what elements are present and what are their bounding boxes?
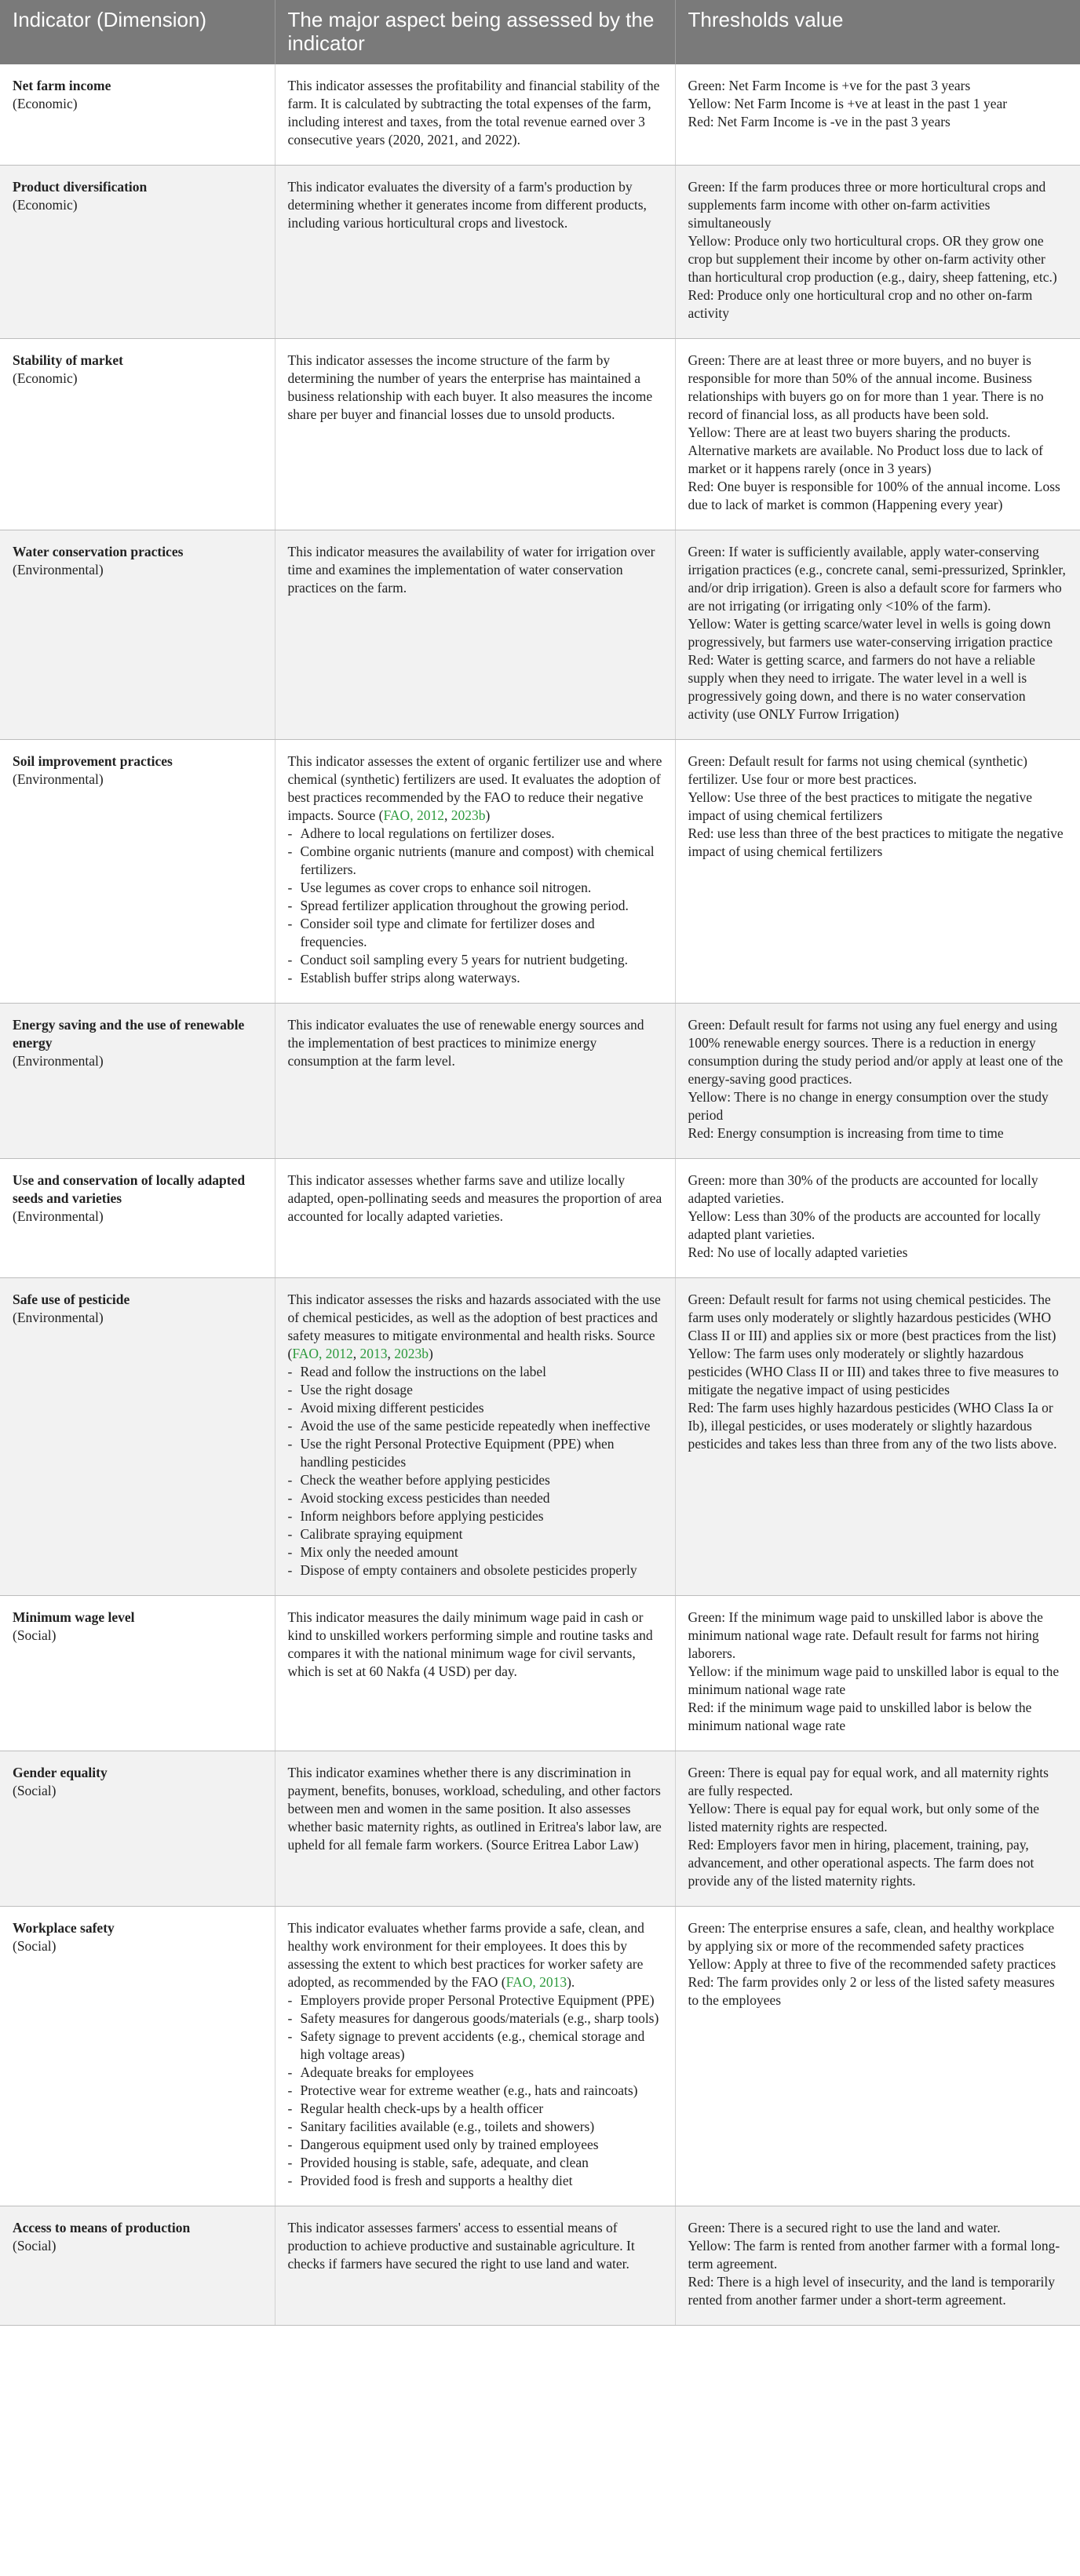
table-row (0, 1907, 1080, 2206)
indicator-cell (0, 1159, 275, 1278)
thresholds-cell (675, 339, 1080, 530)
description-text: This indicator assesses the extent of organic fertilizer use and where chemical (synthetic) fertilizers are used. It evaluates the adoption of best practices recommended by the FAO to reduce their negative impacts. Source ( (287, 753, 662, 823)
indicator-cell (0, 166, 275, 339)
threshold-line: Yellow: Apply at three to five of the recommended safety practices (688, 1956, 1056, 1972)
list-item: - Inform neighbors before applying pesticides (288, 1507, 662, 1525)
table-row (0, 2206, 1080, 2326)
indicator-name: Water conservation practices (13, 544, 184, 559)
indicator-name: Energy saving and the use of renewable energy (13, 1017, 245, 1051)
aspect-cell (275, 1278, 675, 1596)
indicator-dimension: (Environmental) (13, 1053, 104, 1069)
list-item: - Dispose of empty containers and obsolete pesticides properly (288, 1561, 662, 1579)
threshold-line: Green: Default result for farms not using any fuel energy and using 100% renewable energy sources. There is a reduction in energy consumption during the study period and/or apply at least one of the energy-saving good practices. (688, 1017, 1064, 1087)
aspect-cell (275, 166, 675, 339)
threshold-line: Green: Default result for farms not using chemical (synthetic) fertilizer. Use four or more best practices. (688, 753, 1027, 787)
aspect-cell (275, 1004, 675, 1159)
indicator-dimension: (Social) (13, 1627, 57, 1643)
header-indicator: Indicator (Dimension) (0, 0, 275, 64)
threshold-line: Yellow: There are at least two buyers sharing the products. Alternative markets are available. No Product loss due to lack of market or it happens rarely (once in 3 years) (688, 424, 1043, 476)
thresholds-cell (675, 1596, 1080, 1751)
list-item: - Employers provide proper Personal Protective Equipment (PPE) (288, 1991, 662, 2009)
aspect-cell (275, 2206, 675, 2326)
threshold-line: Red: Water is getting scarce, and farmers do not have a reliable supply when they need to irrigate. The water level in a well is progressively going down, and there is no water conservation activity (use ONLY Furrow Irrigation) (688, 652, 1035, 722)
list-item: - Spread fertilizer application throughout the growing period. (288, 897, 662, 915)
threshold-line: Yellow: The farm is rented from another farmer with a formal long-term agreement. (688, 2238, 1060, 2272)
best-practice-list (288, 825, 662, 987)
threshold-line: Red: No use of locally adapted varieties (688, 1244, 908, 1260)
table-row (0, 1596, 1080, 1751)
indicator-dimension: (Environmental) (13, 1208, 104, 1224)
indicator-dimension: (Economic) (13, 197, 78, 213)
table-row (0, 1751, 1080, 1907)
list-item: - Use the right dosage (288, 1381, 662, 1399)
table-row (0, 339, 1080, 530)
threshold-line: Yellow: There is equal pay for equal work, but only some of the listed maternity rights are respected. (688, 1801, 1039, 1835)
citation-link[interactable]: FAO, 2013 (505, 1974, 567, 1990)
threshold-line: Red: There is a high level of insecurity, and the land is temporarily rented from another farmer under a short-term agreement. (688, 2274, 1056, 2308)
list-item: - Use legumes as cover crops to enhance soil nitrogen. (288, 879, 662, 897)
list-item: - Adhere to local regulations on fertilizer doses. (288, 825, 662, 843)
aspect-description (288, 1016, 662, 1070)
indicator-name: Gender equality (13, 1765, 108, 1780)
threshold-line: Red: Energy consumption is increasing from time to time (688, 1125, 1004, 1141)
thresholds-cell (675, 64, 1080, 166)
aspect-cell (275, 1596, 675, 1751)
threshold-line: Green: Net Farm Income is +ve for the past 3 years (688, 78, 971, 93)
thresholds-cell (675, 2206, 1080, 2326)
threshold-line: Green: If the minimum wage paid to unskilled labor is above the minimum national wage rate. Default result for farms not hiring laborers. (688, 1609, 1043, 1661)
aspect-description (288, 543, 662, 597)
description-text: This indicator evaluates whether farms provide a safe, clean, and healthy work environment for their employees. It does this by assessing the extent to which best practices for worker safety are adopted, as recommended by the FAO ( (287, 1920, 644, 1990)
indicator-name: Soil improvement practices (13, 753, 173, 769)
description-text: This indicator assesses farmers' access to essential means of production to achieve productive and sustainable agriculture. It checks if farmers have secured the right to use land and water. (287, 2220, 635, 2272)
aspect-description (288, 1609, 662, 1681)
threshold-line: Red: The farm provides only 2 or less of the listed safety measures to the employees (688, 1974, 1055, 2008)
indicator-cell (0, 1751, 275, 1907)
description-text: This indicator assesses the income structure of the farm by determining the number of years the enterprise has maintained a business relationship with each buyer. It also measures the income share per buyer and financial losses due to unsold products. (287, 352, 653, 422)
thresholds-cell (675, 1907, 1080, 2206)
list-item: - Establish buffer strips along waterways. (288, 969, 662, 987)
indicator-name: Net farm income (13, 78, 111, 93)
threshold-line: Green: more than 30% of the products are accounted for locally adapted varieties. (688, 1172, 1038, 1206)
description-end: ) (485, 807, 491, 823)
indicator-cell (0, 1004, 275, 1159)
table-row (0, 1004, 1080, 1159)
list-item: - Dangerous equipment used only by trained employees (288, 2136, 662, 2154)
table-row (0, 530, 1080, 740)
threshold-line: Yellow: Less than 30% of the products are accounted for locally adapted plant varieties. (688, 1208, 1041, 1242)
table-row (0, 64, 1080, 166)
table-row (0, 1159, 1080, 1278)
threshold-line: Yellow: Produce only two horticultural crops. OR they grow one crop but supplement their income by other on-farm activity other than horticultural crop production (e.g., dairy, sheep fattening, etc.) (688, 233, 1057, 285)
list-item: - Conduct soil sampling every 5 years for nutrient budgeting. (288, 951, 662, 969)
indicator-cell (0, 1278, 275, 1596)
indicator-cell (0, 64, 275, 166)
description-text: This indicator evaluates the diversity of a farm's production by determining whether it generates income from different products, including various horticultural crops and livestock. (287, 179, 647, 231)
threshold-line: Green: There is equal pay for equal work, and all maternity rights are fully respected. (688, 1765, 1049, 1798)
list-item: - Protective wear for extreme weather (e.g., hats and raincoats) (288, 2082, 662, 2100)
threshold-line: Red: if the minimum wage paid to unskilled labor is below the minimum national wage rate (688, 1700, 1032, 1733)
indicator-name: Safe use of pesticide (13, 1292, 130, 1307)
threshold-line: Yellow: The farm uses only moderately or slightly hazardous pesticides (WHO Class II or III) and takes three to five measures to mitigate the negative impact of using pesticides (688, 1346, 1059, 1397)
aspect-cell (275, 1751, 675, 1907)
aspect-description (288, 77, 662, 149)
indicator-name: Minimum wage level (13, 1609, 135, 1625)
best-practice-list (288, 1363, 662, 1579)
threshold-line: Red: Net Farm Income is -ve in the past 3 years (688, 114, 950, 129)
thresholds-cell (675, 166, 1080, 339)
description-text: This indicator measures the daily minimum wage paid in cash or kind to unskilled workers performing simple and routine tasks and compares it with the national minimum wage for civil servants, which is set at 60 Nakfa (4 USD) per day. (287, 1609, 653, 1679)
threshold-line: Green: There are at least three or more buyers, and no buyer is responsible for more than 50% of the annual income. Business relationships with buyers go on for more than 1 year. There is no record of financial loss, as all products have been sold. (688, 352, 1044, 422)
aspect-cell (275, 740, 675, 1004)
aspect-cell (275, 339, 675, 530)
description-text: This indicator measures the availability of water for irrigation over time and examines the implementation of water conservation practices on the farm. (287, 544, 655, 596)
threshold-line: Yellow: Net Farm Income is +ve at least in the past 1 year (688, 96, 1008, 111)
citation-link[interactable]: 2023b (451, 807, 486, 823)
thresholds-cell (675, 1004, 1080, 1159)
list-item: - Use the right Personal Protective Equipment (PPE) when handling pesticides (288, 1435, 662, 1471)
threshold-line: Green: If the farm produces three or more horticultural crops and supplements farm income with other on-farm activities simultaneously (688, 179, 1046, 231)
list-item: - Regular health check-ups by a health officer (288, 2100, 662, 2118)
indicator-name: Access to means of production (13, 2220, 191, 2235)
indicator-name: Stability of market (13, 352, 123, 368)
thresholds-cell (675, 740, 1080, 1004)
list-item: - Safety measures for dangerous goods/materials (e.g., sharp tools) (288, 2009, 662, 2028)
threshold-line: Red: Produce only one horticultural crop and no other on-farm activity (688, 287, 1033, 321)
indicator-dimension: (Social) (13, 1938, 57, 1954)
header-row (0, 0, 1080, 64)
indicator-name: Use and conservation of locally adapted seeds and varieties (13, 1172, 246, 1206)
aspect-description (288, 178, 662, 232)
threshold-line: Yellow: Water is getting scarce/water level in wells is going down progressively, but farmers use water-conserving irrigation practice (688, 616, 1053, 650)
list-item: - Consider soil type and climate for fertilizer doses and frequencies. (288, 915, 662, 951)
indicator-dimension: (Economic) (13, 96, 78, 111)
list-item: - Provided food is fresh and supports a healthy diet (288, 2172, 662, 2190)
indicator-cell (0, 339, 275, 530)
threshold-line: Red: One buyer is responsible for 100% of the annual income. Loss due to lack of market is common (Happening every year) (688, 479, 1060, 512)
indicator-dimension: (Environmental) (13, 562, 104, 578)
indicator-dimension: (Social) (13, 1783, 57, 1798)
list-item: - Avoid the use of the same pesticide repeatedly when ineffective (288, 1417, 662, 1435)
aspect-description (288, 352, 662, 424)
indicator-cell (0, 1596, 275, 1751)
threshold-line: Green: If water is sufficiently available, apply water-conserving irrigation practices (e.g., concrete canal, semi-pressurized, Sprinkler, and/or drip irrigation). Green is also a default score for farmers who are not irrigating (or irrigating only <10% of the farm). (688, 544, 1066, 614)
threshold-line: Red: Employers favor men in hiring, placement, training, pay, advancement, and other operational aspects. The farm does not provide any of the listed maternity rights. (688, 1837, 1034, 1889)
list-item: - Avoid stocking excess pesticides than needed (288, 1489, 662, 1507)
description-text: This indicator assesses the risks and hazards associated with the use of chemical pesticides, as well as the adoption of best practices and safety measures to mitigate environmental and health risks. Source ( (287, 1292, 661, 1361)
table-row (0, 1278, 1080, 1596)
list-item: - Read and follow the instructions on the label (288, 1363, 662, 1381)
table-body (0, 64, 1080, 2326)
thresholds-cell (675, 1278, 1080, 1596)
description-text: This indicator assesses the profitability and financial stability of the farm. It is calculated by subtracting the total expenses of the farm, including interest and taxes, from the total revenue earned over 3 consecutive years (2020, 2021, and 2022). (287, 78, 660, 148)
aspect-cell (275, 1907, 675, 2206)
thresholds-cell (675, 1751, 1080, 1907)
threshold-line: Green: There is a secured right to use the land and water. (688, 2220, 1001, 2235)
list-item: - Avoid mixing different pesticides (288, 1399, 662, 1417)
thresholds-cell (675, 530, 1080, 740)
indicator-name: Product diversification (13, 179, 148, 195)
aspect-description (288, 1764, 662, 1854)
description-end: ) (429, 1346, 433, 1361)
indicator-cell (0, 2206, 275, 2326)
aspect-description (288, 1919, 662, 1991)
description-end: ). (567, 1974, 575, 1990)
table-header (0, 0, 1080, 64)
list-item: - Adequate breaks for employees (288, 2064, 662, 2082)
list-item: - Combine organic nutrients (manure and compost) with chemical fertilizers. (288, 843, 662, 879)
aspect-description (288, 2219, 662, 2273)
threshold-line: Yellow: There is no change in energy consumption over the study period (688, 1089, 1049, 1123)
list-item: - Sanitary facilities available (e.g., toilets and showers) (288, 2118, 662, 2136)
indicator-cell (0, 530, 275, 740)
description-text: This indicator assesses whether farms save and utilize locally adapted, open-pollinating seeds and measures the proportion of area accounted for locally adapted varieties. (287, 1172, 662, 1224)
threshold-line: Red: The farm uses highly hazardous pesticides (WHO Class Ia or Ib), illegal pesticides, or uses moderately or slightly hazardous pesticides and takes less than three from any of the two lists above. (688, 1400, 1057, 1452)
list-item: - Calibrate spraying equipment (288, 1525, 662, 1543)
thresholds-cell (675, 1159, 1080, 1278)
threshold-line: Yellow: if the minimum wage paid to unskilled labor is equal to the minimum national wage rate (688, 1663, 1060, 1697)
citation-link[interactable]: 2023b (394, 1346, 429, 1361)
table-row (0, 166, 1080, 339)
citation-link[interactable]: FAO, 2012 (292, 1346, 353, 1361)
indicator-dimension: (Social) (13, 2238, 57, 2254)
list-item: - Check the weather before applying pesticides (288, 1471, 662, 1489)
citation-link[interactable]: 2013 (359, 1346, 388, 1361)
threshold-line: Green: Default result for farms not using chemical pesticides. The farm uses only moderately or slightly hazardous pesticides (WHO Class II or III) and applies six or more (best practices from the list) (688, 1292, 1056, 1343)
aspect-cell (275, 1159, 675, 1278)
threshold-line: Red: use less than three of the best practices to mitigate the negative impact of using chemical fertilizers (688, 825, 1064, 859)
aspect-description: This indicator assesses the extent of organic fertilizer use and where chemical (synthetic) fertilizers are used. It evaluates the adoption of best practices recommended by the FAO to reduce their negative impacts. Source (FAO, 2012, 2023b) (287, 753, 662, 823)
aspect-description: This indicator assesses the risks and hazards associated with the use of chemical pesticides, as well as the adoption of best practices and safety measures to mitigate environmental and health risks. Source (FAO, 2012, 2013, 2023b) (287, 1292, 661, 1361)
threshold-line: Green: The enterprise ensures a safe, clean, and healthy workplace by applying six or more of the recommended safety practices (688, 1920, 1055, 1954)
header-aspect: The major aspect being assessed by the indicator (275, 0, 675, 64)
aspect-cell (275, 530, 675, 740)
list-item: - Safety signage to prevent accidents (e.g., chemical storage and high voltage areas) (288, 2028, 662, 2064)
indicator-name: Workplace safety (13, 1920, 115, 1936)
threshold-line: Yellow: Use three of the best practices to mitigate the negative impact of using chemical fertilizers (688, 789, 1033, 823)
aspect-cell (275, 64, 675, 166)
indicator-cell (0, 740, 275, 1004)
best-practice-list (288, 1991, 662, 2190)
list-item: - Mix only the needed amount (288, 1543, 662, 1561)
description-text: This indicator examines whether there is any discrimination in payment, benefits, bonuses, workload, scheduling, and other factors between men and women in the same position. It also assesses whether basic maternity rights, as outlined in Eritrea's labor law, are upheld for all female farm workers. (Source Eritrea Labor Law) (287, 1765, 662, 1853)
description-text: This indicator evaluates the use of renewable energy sources and the implementation of best practices to minimize energy consumption at the farm level. (287, 1017, 644, 1069)
indicator-dimension: (Environmental) (13, 1310, 104, 1325)
citation-link[interactable]: FAO, 2012 (383, 807, 444, 823)
indicator-dimension: (Environmental) (13, 771, 104, 787)
aspect-description (288, 1171, 662, 1226)
indicator-dimension: (Economic) (13, 370, 78, 386)
table-row (0, 740, 1080, 1004)
indicator-cell (0, 1907, 275, 2206)
header-thresholds: Thresholds value (675, 0, 1080, 64)
list-item: - Provided housing is stable, safe, adequate, and clean (288, 2154, 662, 2172)
